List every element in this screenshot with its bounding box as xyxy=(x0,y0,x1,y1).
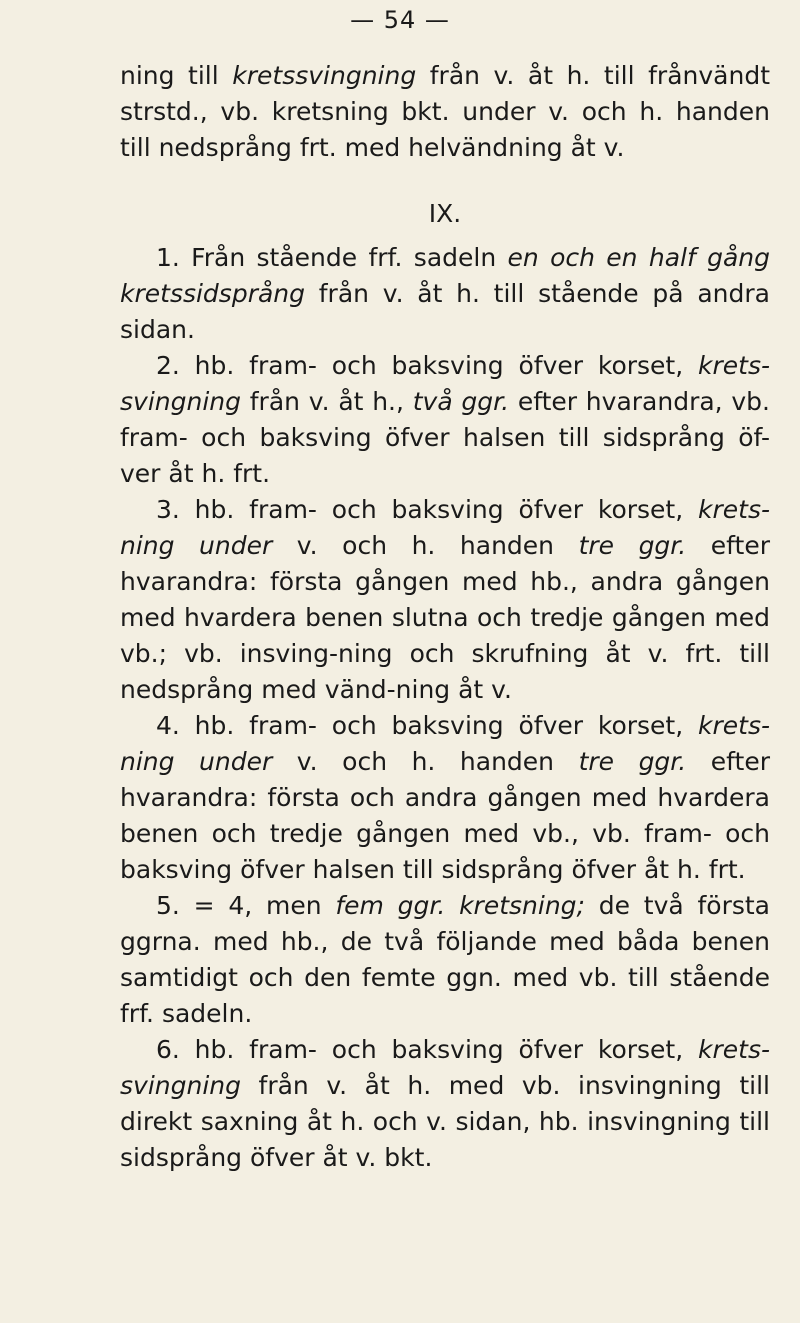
text-run: 6. hb. fram- och baksving öfver korset, xyxy=(156,1035,698,1064)
text-run: 5. = 4, men xyxy=(156,891,336,920)
italic-term: krets-ning under xyxy=(120,495,770,560)
exercise-item-6 xyxy=(120,1032,770,1176)
text-run: från v. åt h. till frånvändt strstd., vb. kretsning bkt. under v. och h. handen till nedsprång frt. med helvändning åt v. xyxy=(120,61,770,162)
text-run: ning till xyxy=(120,61,233,90)
text-run: 3. hb. fram- och baksving öfver korset, xyxy=(156,495,698,524)
text-run: de två första ggrna. med hb., de två följande med båda benen samtidigt och den femte ggn. med vb. till stående frf. sadeln. xyxy=(120,891,770,1028)
text-run: efter hvarandra, vb. fram- och baksving öfver halsen till sidsprång öf-ver åt h. frt. xyxy=(120,387,770,488)
text-run: 2. hb. fram- och baksving öfver korset, xyxy=(156,351,698,380)
exercise-item-3 xyxy=(120,492,770,708)
italic-term: kretssvingning xyxy=(232,61,417,90)
italic-term: tre ggr. xyxy=(578,531,687,560)
text-run: 1. Från stående frf. sadeln xyxy=(156,243,508,272)
text-run: från v. åt h. med vb. insvingning till direkt saxning åt h. och v. sidan, hb. insvingning till sidsprång öfver åt v. bkt. xyxy=(120,1071,770,1172)
exercise-item-1 xyxy=(120,240,770,348)
italic-term: två ggr. xyxy=(412,387,510,416)
italic-term: en och en half gång kretssidsprång xyxy=(120,243,770,308)
page-text xyxy=(120,58,770,1176)
exercise-item-4 xyxy=(120,708,770,888)
text-run: från v. åt h. till stående på andra sidan. xyxy=(120,279,770,344)
text-run: efter hvarandra: första gången med hb., andra gången med hvardera benen slutna och tredje gången med vb.; vb. insving-ning och skrufning åt v. frt. till nedsprång med vänd-ning åt v. xyxy=(120,531,770,704)
italic-term: krets-svingning xyxy=(120,1035,770,1100)
italic-term: krets-svingning xyxy=(120,351,770,416)
page-number: — 54 — xyxy=(350,6,450,34)
exercise-item-2 xyxy=(120,348,770,492)
text-run: från v. åt h., xyxy=(240,387,413,416)
section-heading: IX. xyxy=(428,199,462,228)
text-run: 4. hb. fram- och baksving öfver korset, xyxy=(156,711,698,740)
continuation-paragraph xyxy=(120,58,770,166)
exercise-item-5 xyxy=(120,888,770,1032)
italic-term: krets-ning under xyxy=(120,711,770,776)
italic-term: tre ggr. xyxy=(578,747,687,776)
text-run: v. och h. handen xyxy=(272,531,579,560)
text-run: v. och h. handen xyxy=(272,747,579,776)
italic-term: fem ggr. kretsning; xyxy=(335,891,585,920)
text-run: efter hvarandra: första och andra gången med hvardera benen och tredje gången med vb., vb. fram- och baksving öfver halsen till sidsprång öfver åt h. frt. xyxy=(120,747,770,884)
